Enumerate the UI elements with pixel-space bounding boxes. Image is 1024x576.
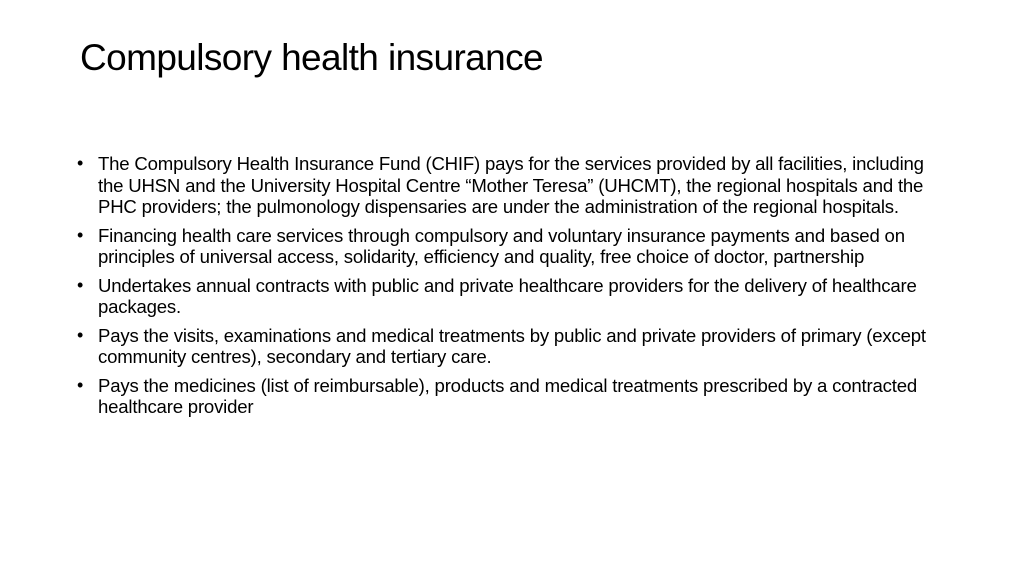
bullet-item	[76, 153, 946, 218]
slide-content	[76, 153, 946, 425]
bullet-text: Pays the medicines (list of reimbursable), products and medical treatments prescribed by a contracted healthcare provider	[98, 374, 917, 417]
bullet-point-icon: •	[77, 224, 84, 245]
bullet-item	[76, 375, 946, 418]
bullet-point-icon: •	[77, 374, 84, 395]
bullet-point-icon: •	[77, 324, 84, 345]
bullet-item	[76, 325, 946, 368]
bullet-text: Pays the visits, examinations and medical treatments by public and private providers of primary (except community centres), secondary and tertiary care.	[98, 324, 926, 367]
bullet-point-icon: •	[77, 274, 84, 295]
bullet-text: The Compulsory Health Insurance Fund (CHIF) pays for the services provided by all facilities, including the UHSN and the University Hospital Centre “Mother Teresa” (UHCMT), the regional hospitals and the PHC providers; the pulmonology dispensaries are under the administration of the regional hospitals.	[98, 153, 924, 217]
bullet-point-icon: •	[77, 153, 84, 173]
bullet-item	[76, 225, 946, 268]
bullet-list	[76, 153, 946, 418]
bullet-text: Undertakes annual contracts with public and private healthcare providers for the delivery of healthcare packages.	[98, 274, 917, 317]
bullet-item	[76, 275, 946, 318]
bullet-text: Financing health care services through compulsory and voluntary insurance payments and based on principles of universal access, solidarity, efficiency and quality, free choice of doctor, partnership	[98, 224, 905, 267]
slide-title: Compulsory health insurance	[80, 37, 543, 78]
